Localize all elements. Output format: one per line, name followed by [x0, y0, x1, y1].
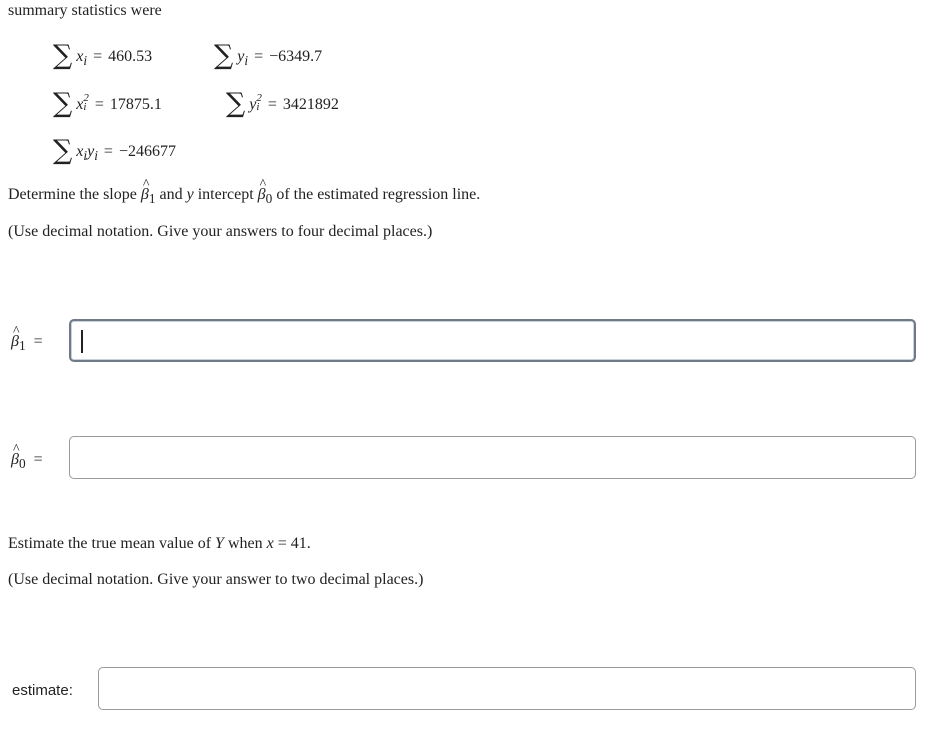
beta0-label: ^ $\beta_0$ = [11, 451, 43, 472]
sigma-symbol: ∑ [53, 135, 73, 166]
sum-x-stat: ∑ $x_i = 460.53$ [53, 40, 153, 71]
beta1-input[interactable] [71, 321, 914, 360]
estimate-label: estimate: [12, 682, 73, 699]
intro-text: summary statistics were [8, 2, 162, 19]
sum-x-value: 460.53 [108, 48, 153, 65]
beta0-input[interactable] [70, 437, 915, 478]
question-slope-intercept: Determine the slope ^ $\beta_1$ and y intercept ^ $\beta_0$ of the estimated regression line. [8, 186, 480, 207]
sum-xy-value: −246677 [118, 143, 176, 160]
sum-x2-stat: ∑ x 2 i = 17875.1 [53, 88, 162, 119]
question-1-note: (Use decimal notation. Give your answers to four decimal places.) [8, 223, 433, 240]
question-2-note: (Use decimal notation. Give your answer to two decimal places.) [8, 571, 424, 588]
beta-hat-symbol: ^ β [141, 186, 149, 204]
sum-y-stat: ∑ $y_i = -6349.7$ [214, 40, 323, 71]
sum-y-value: −6349.7 [269, 48, 323, 65]
beta1-label: ^ $\beta_1$ = [11, 333, 43, 354]
sum-xy-stat: ∑ $x_iy_i = -246677$ [53, 135, 176, 166]
sigma-symbol: ∑ [214, 40, 234, 71]
estimate-input-box[interactable] [98, 667, 916, 710]
text-caret [81, 330, 83, 353]
sigma-symbol: ∑ [53, 88, 73, 119]
sum-x2-value: 17875.1 [109, 96, 162, 113]
estimate-input[interactable] [99, 668, 915, 709]
sum-y2-stat: ∑ y 2 i = 3421892 [226, 88, 339, 119]
sum-y2-value: 3421892 [282, 96, 339, 113]
sigma-symbol: ∑ [53, 40, 73, 71]
sigma-symbol: ∑ [226, 88, 246, 119]
question-estimate: Estimate the true mean value of Y when x = 41. [8, 535, 311, 552]
beta-hat-symbol: ^ β [258, 186, 266, 204]
beta0-input-box[interactable] [69, 436, 916, 479]
beta1-input-box[interactable] [69, 319, 916, 362]
